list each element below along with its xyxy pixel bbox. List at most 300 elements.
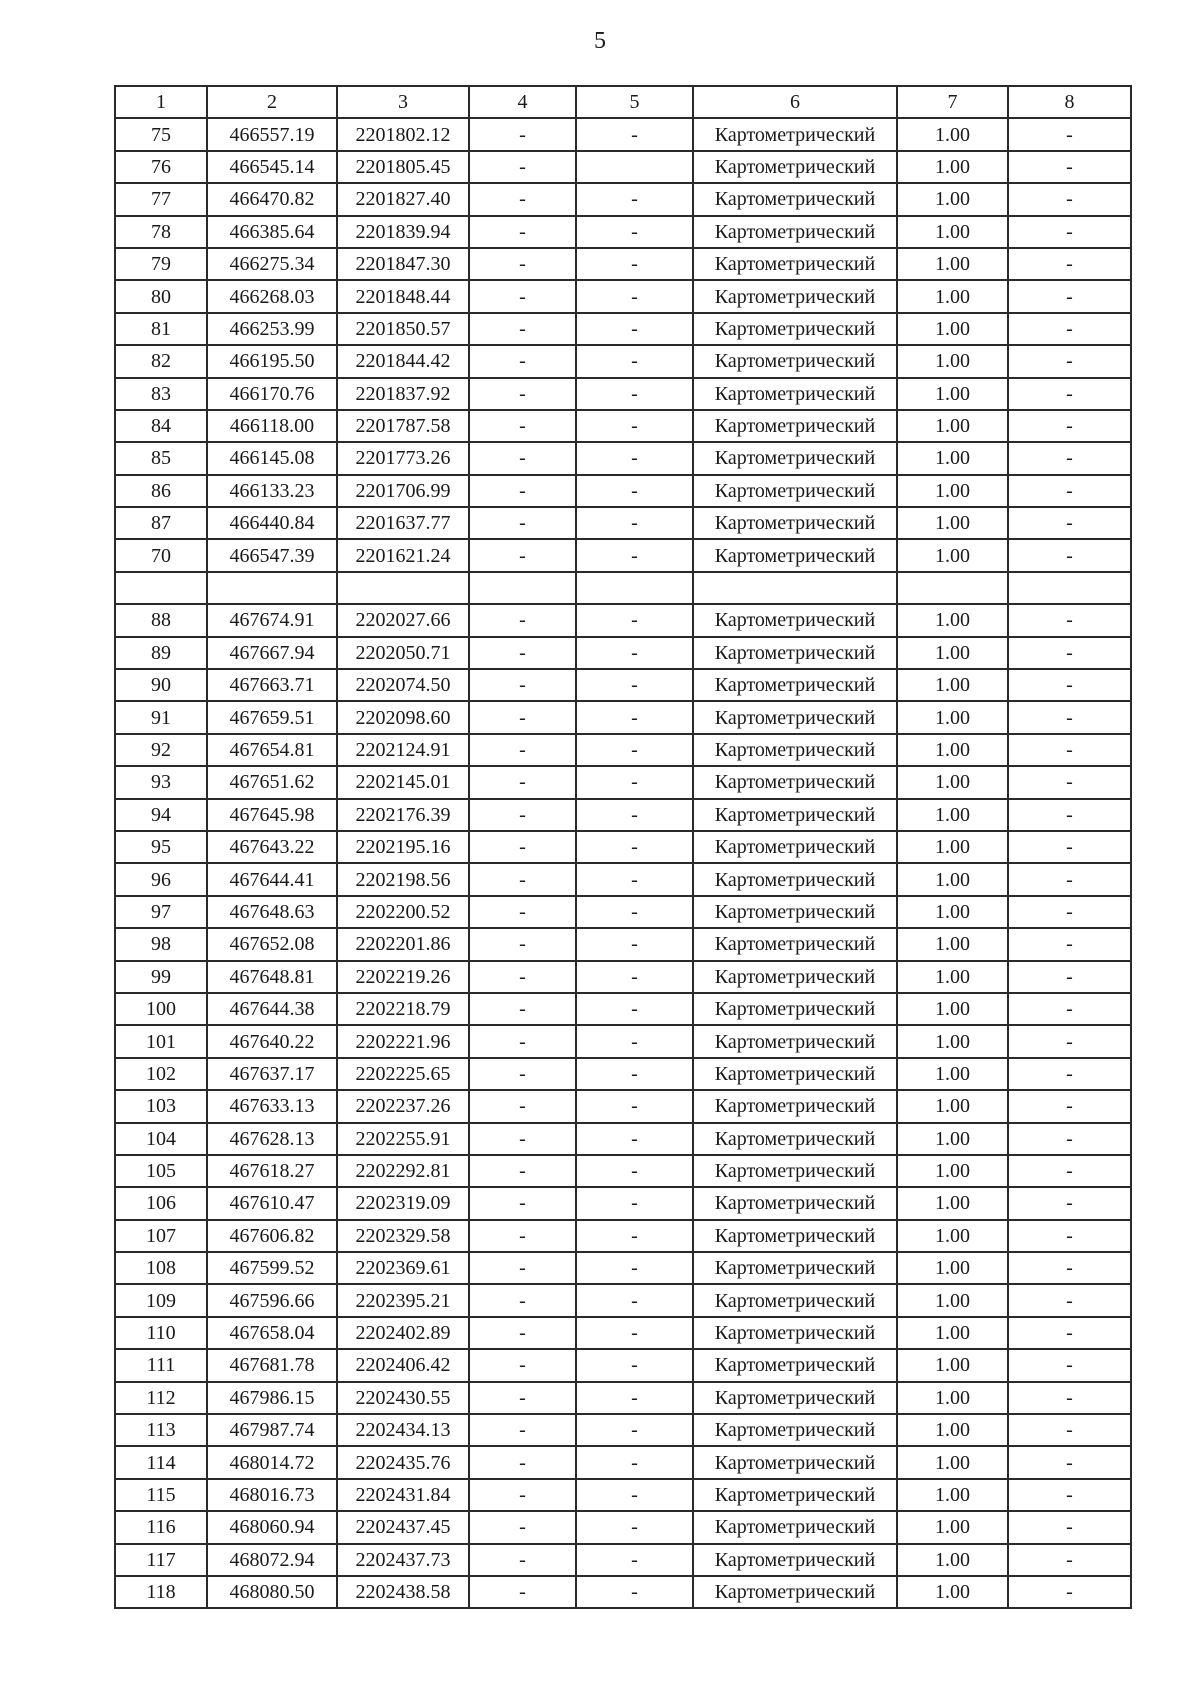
table-cell-col-2: 466118.00	[207, 410, 337, 442]
table-cell-col-6: Картометрический	[693, 896, 897, 928]
table-cell-col-2: 466145.08	[207, 442, 337, 474]
table-cell-col-5: -	[576, 896, 693, 928]
table-cell-col-2: 467643.22	[207, 831, 337, 863]
table-cell-col-7: 1.00	[897, 766, 1008, 798]
table-cell-col-5: -	[576, 766, 693, 798]
table-cell-col-7: 1.00	[897, 378, 1008, 410]
table-cell-col-2: 466170.76	[207, 378, 337, 410]
table-cell-col-5: -	[576, 669, 693, 701]
table-cell-col-8: -	[1008, 1544, 1131, 1576]
table-cell-col-7: 1.00	[897, 507, 1008, 539]
table-cell-col-7: 1.00	[897, 442, 1008, 474]
table-cell-col-4: -	[469, 539, 576, 571]
table-cell-col-3: 2202434.13	[337, 1414, 469, 1446]
table-cell-col-5: -	[576, 863, 693, 895]
table-cell-col-5: -	[576, 378, 693, 410]
table-cell-col-8: -	[1008, 766, 1131, 798]
table-cell-col-6: Картометрический	[693, 831, 897, 863]
table-cell-col-7: 1.00	[897, 1284, 1008, 1316]
column-header-6: 6	[693, 86, 897, 118]
table-cell-col-4: -	[469, 1414, 576, 1446]
table-cell-col-1: 110	[115, 1317, 207, 1349]
table-cell-col-6: Картометрический	[693, 993, 897, 1025]
table-row	[115, 961, 1131, 993]
table-cell-col-5: -	[576, 961, 693, 993]
table-cell-col-4: -	[469, 1155, 576, 1187]
table-cell-col-5: -	[576, 993, 693, 1025]
table-cell-col-1: 97	[115, 896, 207, 928]
table-row	[115, 475, 1131, 507]
table-row	[115, 1155, 1131, 1187]
table-cell-col-2: 467606.82	[207, 1220, 337, 1252]
table-row	[115, 1090, 1131, 1122]
column-header-8: 8	[1008, 86, 1131, 118]
table-row	[115, 1317, 1131, 1349]
table-cell-col-7: 1.00	[897, 183, 1008, 215]
table-cell-col-7: 1.00	[897, 1576, 1008, 1608]
table-cell-col-7: 1.00	[897, 669, 1008, 701]
table-cell-col-1: 101	[115, 1025, 207, 1057]
table-cell-col-2: 466470.82	[207, 183, 337, 215]
table-cell-col-6: Картометрический	[693, 1252, 897, 1284]
table-header-row	[115, 86, 1131, 118]
table-cell-col-4: -	[469, 863, 576, 895]
table-cell-col-7: 1.00	[897, 831, 1008, 863]
table-row	[115, 1576, 1131, 1608]
table-cell-col-4: -	[469, 313, 576, 345]
table-cell-col-5: -	[576, 1317, 693, 1349]
table-cell-col-5: -	[576, 734, 693, 766]
table-cell-col-3: 2201837.92	[337, 378, 469, 410]
table-cell-col-1: 70	[115, 539, 207, 571]
table-cell-col-8: -	[1008, 1317, 1131, 1349]
table-cell-col-5: -	[576, 1284, 693, 1316]
table-cell-col-4: -	[469, 1252, 576, 1284]
table-cell-col-6: Картометрический	[693, 961, 897, 993]
table-cell-col-4: -	[469, 475, 576, 507]
table-cell-col-1: 86	[115, 475, 207, 507]
table-cell-col-7: 1.00	[897, 1187, 1008, 1219]
table-cell-col-2: 467986.15	[207, 1382, 337, 1414]
table-cell-col-8: -	[1008, 961, 1131, 993]
table-cell-col-8: -	[1008, 1220, 1131, 1252]
table-cell-col-3: 2201850.57	[337, 313, 469, 345]
table-cell-col-1: 106	[115, 1187, 207, 1219]
table-cell-col-8: -	[1008, 183, 1131, 215]
table-cell-col-4: -	[469, 1123, 576, 1155]
table-cell-col-5: -	[576, 1479, 693, 1511]
table-cell-col-7: 1.00	[897, 410, 1008, 442]
table-cell-col-6: Картометрический	[693, 1123, 897, 1155]
table-cell-col-2: 468014.72	[207, 1446, 337, 1478]
table-cell-col-3: 2202437.73	[337, 1544, 469, 1576]
table-cell-col-1: 98	[115, 928, 207, 960]
table-cell-col-2: 467599.52	[207, 1252, 337, 1284]
column-header-1: 1	[115, 86, 207, 118]
table-row	[115, 1446, 1131, 1478]
table-row	[115, 280, 1131, 312]
table-cell-col-8: -	[1008, 475, 1131, 507]
table-cell-col-5: -	[576, 799, 693, 831]
table-cell-col-6: Картометрический	[693, 151, 897, 183]
table-cell-col-7: 1.00	[897, 1123, 1008, 1155]
table-cell-col-1: 96	[115, 863, 207, 895]
table-cell-col-8: -	[1008, 1479, 1131, 1511]
table-cell-col-4: -	[469, 1025, 576, 1057]
table-cell-col-4: -	[469, 766, 576, 798]
table-cell-col-6: Картометрический	[693, 345, 897, 377]
table-cell-col-8: -	[1008, 1123, 1131, 1155]
table-cell-col-2: 466557.19	[207, 118, 337, 150]
table-cell-col-2: 467667.94	[207, 637, 337, 669]
table-cell-col-2: 466385.64	[207, 216, 337, 248]
table-cell-col-5: -	[576, 1382, 693, 1414]
table-cell-col-5: -	[576, 410, 693, 442]
table-cell-col-1: 105	[115, 1155, 207, 1187]
table-cell-col-6: Картометрический	[693, 475, 897, 507]
table-cell-col-2: 467987.74	[207, 1414, 337, 1446]
table-cell-col-2: 467659.51	[207, 701, 337, 733]
table-cell-col-3: 2202255.91	[337, 1123, 469, 1155]
table-cell-col-7: 1.00	[897, 701, 1008, 733]
table-cell-col-6: Картометрический	[693, 1025, 897, 1057]
table-cell-col-7: 1.00	[897, 1155, 1008, 1187]
table-row	[115, 799, 1131, 831]
table-cell-col-3: 2202395.21	[337, 1284, 469, 1316]
table-cell-col-1: 100	[115, 993, 207, 1025]
table-cell-col-2: 466195.50	[207, 345, 337, 377]
table-cell-col-3: 2201802.12	[337, 118, 469, 150]
table-cell-col-8: -	[1008, 1511, 1131, 1543]
table-cell-col-8: -	[1008, 1252, 1131, 1284]
table-cell-col-5: -	[576, 1123, 693, 1155]
table-cell-col-4: -	[469, 345, 576, 377]
table-cell-col-1: 93	[115, 766, 207, 798]
table-row	[115, 216, 1131, 248]
table-cell-col-8: -	[1008, 1446, 1131, 1478]
table-cell-col-5: -	[576, 1349, 693, 1381]
page-number: 5	[594, 28, 606, 54]
table-cell-col-6: Картометрический	[693, 1414, 897, 1446]
table-cell-col-5	[576, 151, 693, 183]
table-row	[115, 1187, 1131, 1219]
table-cell-col-6: Картометрический	[693, 183, 897, 215]
table-row	[115, 1252, 1131, 1284]
table-cell-col-6: Картометрический	[693, 1446, 897, 1478]
table-row	[115, 1349, 1131, 1381]
table-row	[115, 378, 1131, 410]
table-cell-col-3: 2202402.89	[337, 1317, 469, 1349]
table-cell-col-6: Картометрический	[693, 1544, 897, 1576]
table-cell-col-6: Картометрический	[693, 442, 897, 474]
table-cell-col-6: Картометрический	[693, 1058, 897, 1090]
table-cell-col-8: -	[1008, 1349, 1131, 1381]
table-cell-col-1: 111	[115, 1349, 207, 1381]
table-cell-col-3: 2202219.26	[337, 961, 469, 993]
table-cell-col-7: 1.00	[897, 345, 1008, 377]
table-cell-col-3: 2201706.99	[337, 475, 469, 507]
table-row	[115, 345, 1131, 377]
table-cell-col-1: 118	[115, 1576, 207, 1608]
table-cell-col-7: 1.00	[897, 637, 1008, 669]
table-cell-col-6: Картометрический	[693, 669, 897, 701]
table-row	[115, 637, 1131, 669]
table-cell-col-6: Картометрический	[693, 766, 897, 798]
table-cell-col-3: 2201805.45	[337, 151, 469, 183]
table-cell-col-8: -	[1008, 151, 1131, 183]
table-row	[115, 313, 1131, 345]
table-cell-col-7: 1.00	[897, 1090, 1008, 1122]
table-cell-col-4: -	[469, 1220, 576, 1252]
table-cell-col-2: 467640.22	[207, 1025, 337, 1057]
table-cell-col-3: 2202406.42	[337, 1349, 469, 1381]
table-cell-col-2: 467596.66	[207, 1284, 337, 1316]
table-cell-col-7: 1.00	[897, 1025, 1008, 1057]
table-cell-col-5: -	[576, 507, 693, 539]
table-cell-col-2	[207, 572, 337, 604]
table-cell-col-3: 2201847.30	[337, 248, 469, 280]
table-cell-col-3: 2201773.26	[337, 442, 469, 474]
table-cell-col-6: Картометрический	[693, 378, 897, 410]
table-cell-col-8: -	[1008, 669, 1131, 701]
table-cell-col-3: 2201844.42	[337, 345, 469, 377]
table-cell-col-6: Картометрический	[693, 248, 897, 280]
table-cell-col-1: 90	[115, 669, 207, 701]
table-row	[115, 183, 1131, 215]
table-cell-col-6: Картометрический	[693, 507, 897, 539]
table-cell-col-3: 2202430.55	[337, 1382, 469, 1414]
table-row	[115, 507, 1131, 539]
table-cell-col-8: -	[1008, 928, 1131, 960]
table-cell-col-8: -	[1008, 1155, 1131, 1187]
table-row	[115, 1544, 1131, 1576]
table-cell-col-6: Картометрический	[693, 701, 897, 733]
table-cell-col-3: 2202201.86	[337, 928, 469, 960]
table-cell-col-1: 78	[115, 216, 207, 248]
table-row	[115, 1511, 1131, 1543]
table-cell-col-3: 2202237.26	[337, 1090, 469, 1122]
table-cell-col-3: 2202369.61	[337, 1252, 469, 1284]
table-cell-col-4: -	[469, 961, 576, 993]
table-body	[115, 86, 1131, 1608]
table-cell-col-1: 99	[115, 961, 207, 993]
table-cell-col-7: 1.00	[897, 993, 1008, 1025]
table-cell-col-1: 116	[115, 1511, 207, 1543]
table-cell-col-8: -	[1008, 799, 1131, 831]
table-cell-col-3: 2202437.45	[337, 1511, 469, 1543]
table-cell-col-4: -	[469, 1511, 576, 1543]
table-cell-col-5: -	[576, 637, 693, 669]
table-cell-col-1: 82	[115, 345, 207, 377]
table-cell-col-8: -	[1008, 701, 1131, 733]
table-cell-col-8: -	[1008, 1284, 1131, 1316]
table-cell-col-6: Картометрический	[693, 1349, 897, 1381]
table-row	[115, 1058, 1131, 1090]
table-cell-col-1: 102	[115, 1058, 207, 1090]
table-cell-col-5: -	[576, 701, 693, 733]
table-cell-col-2: 467628.13	[207, 1123, 337, 1155]
table-cell-col-5: -	[576, 475, 693, 507]
table-cell-col-4: -	[469, 1544, 576, 1576]
table-cell-col-7: 1.00	[897, 1544, 1008, 1576]
table-cell-col-6: Картометрический	[693, 1187, 897, 1219]
table-cell-col-4: -	[469, 216, 576, 248]
table-cell-col-1: 83	[115, 378, 207, 410]
table-cell-col-7: 1.00	[897, 216, 1008, 248]
table-row	[115, 766, 1131, 798]
table-cell-col-4: -	[469, 118, 576, 150]
column-header-7: 7	[897, 86, 1008, 118]
table-cell-col-7: 1.00	[897, 604, 1008, 636]
table-cell-col-6: Картометрический	[693, 604, 897, 636]
table-cell-col-7: 1.00	[897, 539, 1008, 571]
table-row	[115, 1284, 1131, 1316]
table-cell-col-5: -	[576, 1576, 693, 1608]
table-row	[115, 831, 1131, 863]
table-cell-col-1: 117	[115, 1544, 207, 1576]
table-cell-col-6: Картометрический	[693, 928, 897, 960]
table-row	[115, 118, 1131, 150]
table-row	[115, 896, 1131, 928]
table-cell-col-8: -	[1008, 1058, 1131, 1090]
table-cell-col-4: -	[469, 1576, 576, 1608]
table-cell-col-3: 2202027.66	[337, 604, 469, 636]
table-cell-col-4: -	[469, 1187, 576, 1219]
table-cell-col-8: -	[1008, 1414, 1131, 1446]
table-cell-col-8: -	[1008, 118, 1131, 150]
table-cell-col-7: 1.00	[897, 1414, 1008, 1446]
table-cell-col-5: -	[576, 1511, 693, 1543]
table-cell-col-7: 1.00	[897, 863, 1008, 895]
table-cell-col-8: -	[1008, 378, 1131, 410]
table-cell-col-7: 1.00	[897, 313, 1008, 345]
table-row	[115, 539, 1131, 571]
table-cell-col-3: 2202124.91	[337, 734, 469, 766]
column-header-2: 2	[207, 86, 337, 118]
table-cell-col-1: 87	[115, 507, 207, 539]
table-cell-col-4: -	[469, 896, 576, 928]
table-cell-col-4: -	[469, 442, 576, 474]
table-cell-col-8: -	[1008, 1382, 1131, 1414]
table-cell-col-8: -	[1008, 248, 1131, 280]
table-cell-col-7: 1.00	[897, 1382, 1008, 1414]
table-cell-col-4: -	[469, 701, 576, 733]
table-cell-col-1: 80	[115, 280, 207, 312]
table-cell-col-4: -	[469, 1479, 576, 1511]
table-cell-col-4: -	[469, 248, 576, 280]
table-cell-col-1: 89	[115, 637, 207, 669]
table-cell-col-6: Картометрический	[693, 1317, 897, 1349]
table-cell-col-2: 467674.91	[207, 604, 337, 636]
table-row	[115, 1479, 1131, 1511]
table-cell-col-2: 466275.34	[207, 248, 337, 280]
table-cell-col-3: 2202218.79	[337, 993, 469, 1025]
table-cell-col-4: -	[469, 1446, 576, 1478]
table-cell-col-7: 1.00	[897, 1252, 1008, 1284]
table-cell-col-6: Картометрический	[693, 118, 897, 150]
table-cell-col-3: 2202438.58	[337, 1576, 469, 1608]
table-row	[115, 442, 1131, 474]
table-cell-col-5: -	[576, 248, 693, 280]
table-cell-col-8: -	[1008, 507, 1131, 539]
table-cell-col-5: -	[576, 604, 693, 636]
table-cell-col-1: 76	[115, 151, 207, 183]
table-cell-col-5: -	[576, 183, 693, 215]
table-cell-col-6: Картометрический	[693, 280, 897, 312]
table-cell-col-2: 468080.50	[207, 1576, 337, 1608]
table-cell-col-8: -	[1008, 604, 1131, 636]
table-cell-col-8: -	[1008, 831, 1131, 863]
table-cell-col-4: -	[469, 378, 576, 410]
table-cell-col-8: -	[1008, 345, 1131, 377]
table-cell-col-6: Картометрический	[693, 216, 897, 248]
table-cell-col-2: 467681.78	[207, 1349, 337, 1381]
table-cell-col-6: Картометрический	[693, 734, 897, 766]
table-cell-col-2: 466545.14	[207, 151, 337, 183]
table-cell-col-3: 2202319.09	[337, 1187, 469, 1219]
table-cell-col-3: 2201621.24	[337, 539, 469, 571]
table-cell-col-7: 1.00	[897, 1511, 1008, 1543]
table-cell-col-3: 2202074.50	[337, 669, 469, 701]
table-cell-col-4: -	[469, 151, 576, 183]
table-row	[115, 604, 1131, 636]
table-cell-col-3: 2202198.56	[337, 863, 469, 895]
table-cell-col-7: 1.00	[897, 1479, 1008, 1511]
table-cell-col-6	[693, 572, 897, 604]
table-cell-col-1: 84	[115, 410, 207, 442]
table-cell-col-2: 467644.41	[207, 863, 337, 895]
table-cell-col-7: 1.00	[897, 928, 1008, 960]
table-cell-col-3: 2202329.58	[337, 1220, 469, 1252]
table-cell-col-6: Картометрический	[693, 1382, 897, 1414]
table-cell-col-8: -	[1008, 1025, 1131, 1057]
table-cell-col-2: 466547.39	[207, 539, 337, 571]
table-cell-col-5: -	[576, 1187, 693, 1219]
table-cell-col-2: 467645.98	[207, 799, 337, 831]
table-cell-col-3: 2202176.39	[337, 799, 469, 831]
table-cell-col-7: 1.00	[897, 1349, 1008, 1381]
table-row	[115, 1382, 1131, 1414]
table-cell-col-7: 1.00	[897, 961, 1008, 993]
table-cell-col-3: 2202200.52	[337, 896, 469, 928]
table-cell-col-1: 95	[115, 831, 207, 863]
table-cell-col-5: -	[576, 216, 693, 248]
table-cell-col-6: Картометрический	[693, 799, 897, 831]
table-cell-col-3: 2201827.40	[337, 183, 469, 215]
table-cell-col-4: -	[469, 604, 576, 636]
table-cell-col-1: 75	[115, 118, 207, 150]
table-cell-col-7: 1.00	[897, 896, 1008, 928]
column-header-5: 5	[576, 86, 693, 118]
table-cell-col-1: 112	[115, 1382, 207, 1414]
table-cell-col-4: -	[469, 1382, 576, 1414]
table-cell-col-3: 2202431.84	[337, 1479, 469, 1511]
table-cell-col-8: -	[1008, 896, 1131, 928]
table-cell-col-6: Картометрический	[693, 637, 897, 669]
table-cell-col-6: Картометрический	[693, 313, 897, 345]
table-cell-col-5	[576, 572, 693, 604]
table-cell-col-8: -	[1008, 863, 1131, 895]
table-cell-col-7: 1.00	[897, 118, 1008, 150]
table-row	[115, 1220, 1131, 1252]
table-cell-col-2: 467648.63	[207, 896, 337, 928]
table-cell-col-5: -	[576, 1220, 693, 1252]
table-cell-col-8: -	[1008, 539, 1131, 571]
table-cell-col-8: -	[1008, 1090, 1131, 1122]
table-cell-col-2: 468060.94	[207, 1511, 337, 1543]
table-cell-col-3: 2201787.58	[337, 410, 469, 442]
table-cell-col-3: 2202195.16	[337, 831, 469, 863]
